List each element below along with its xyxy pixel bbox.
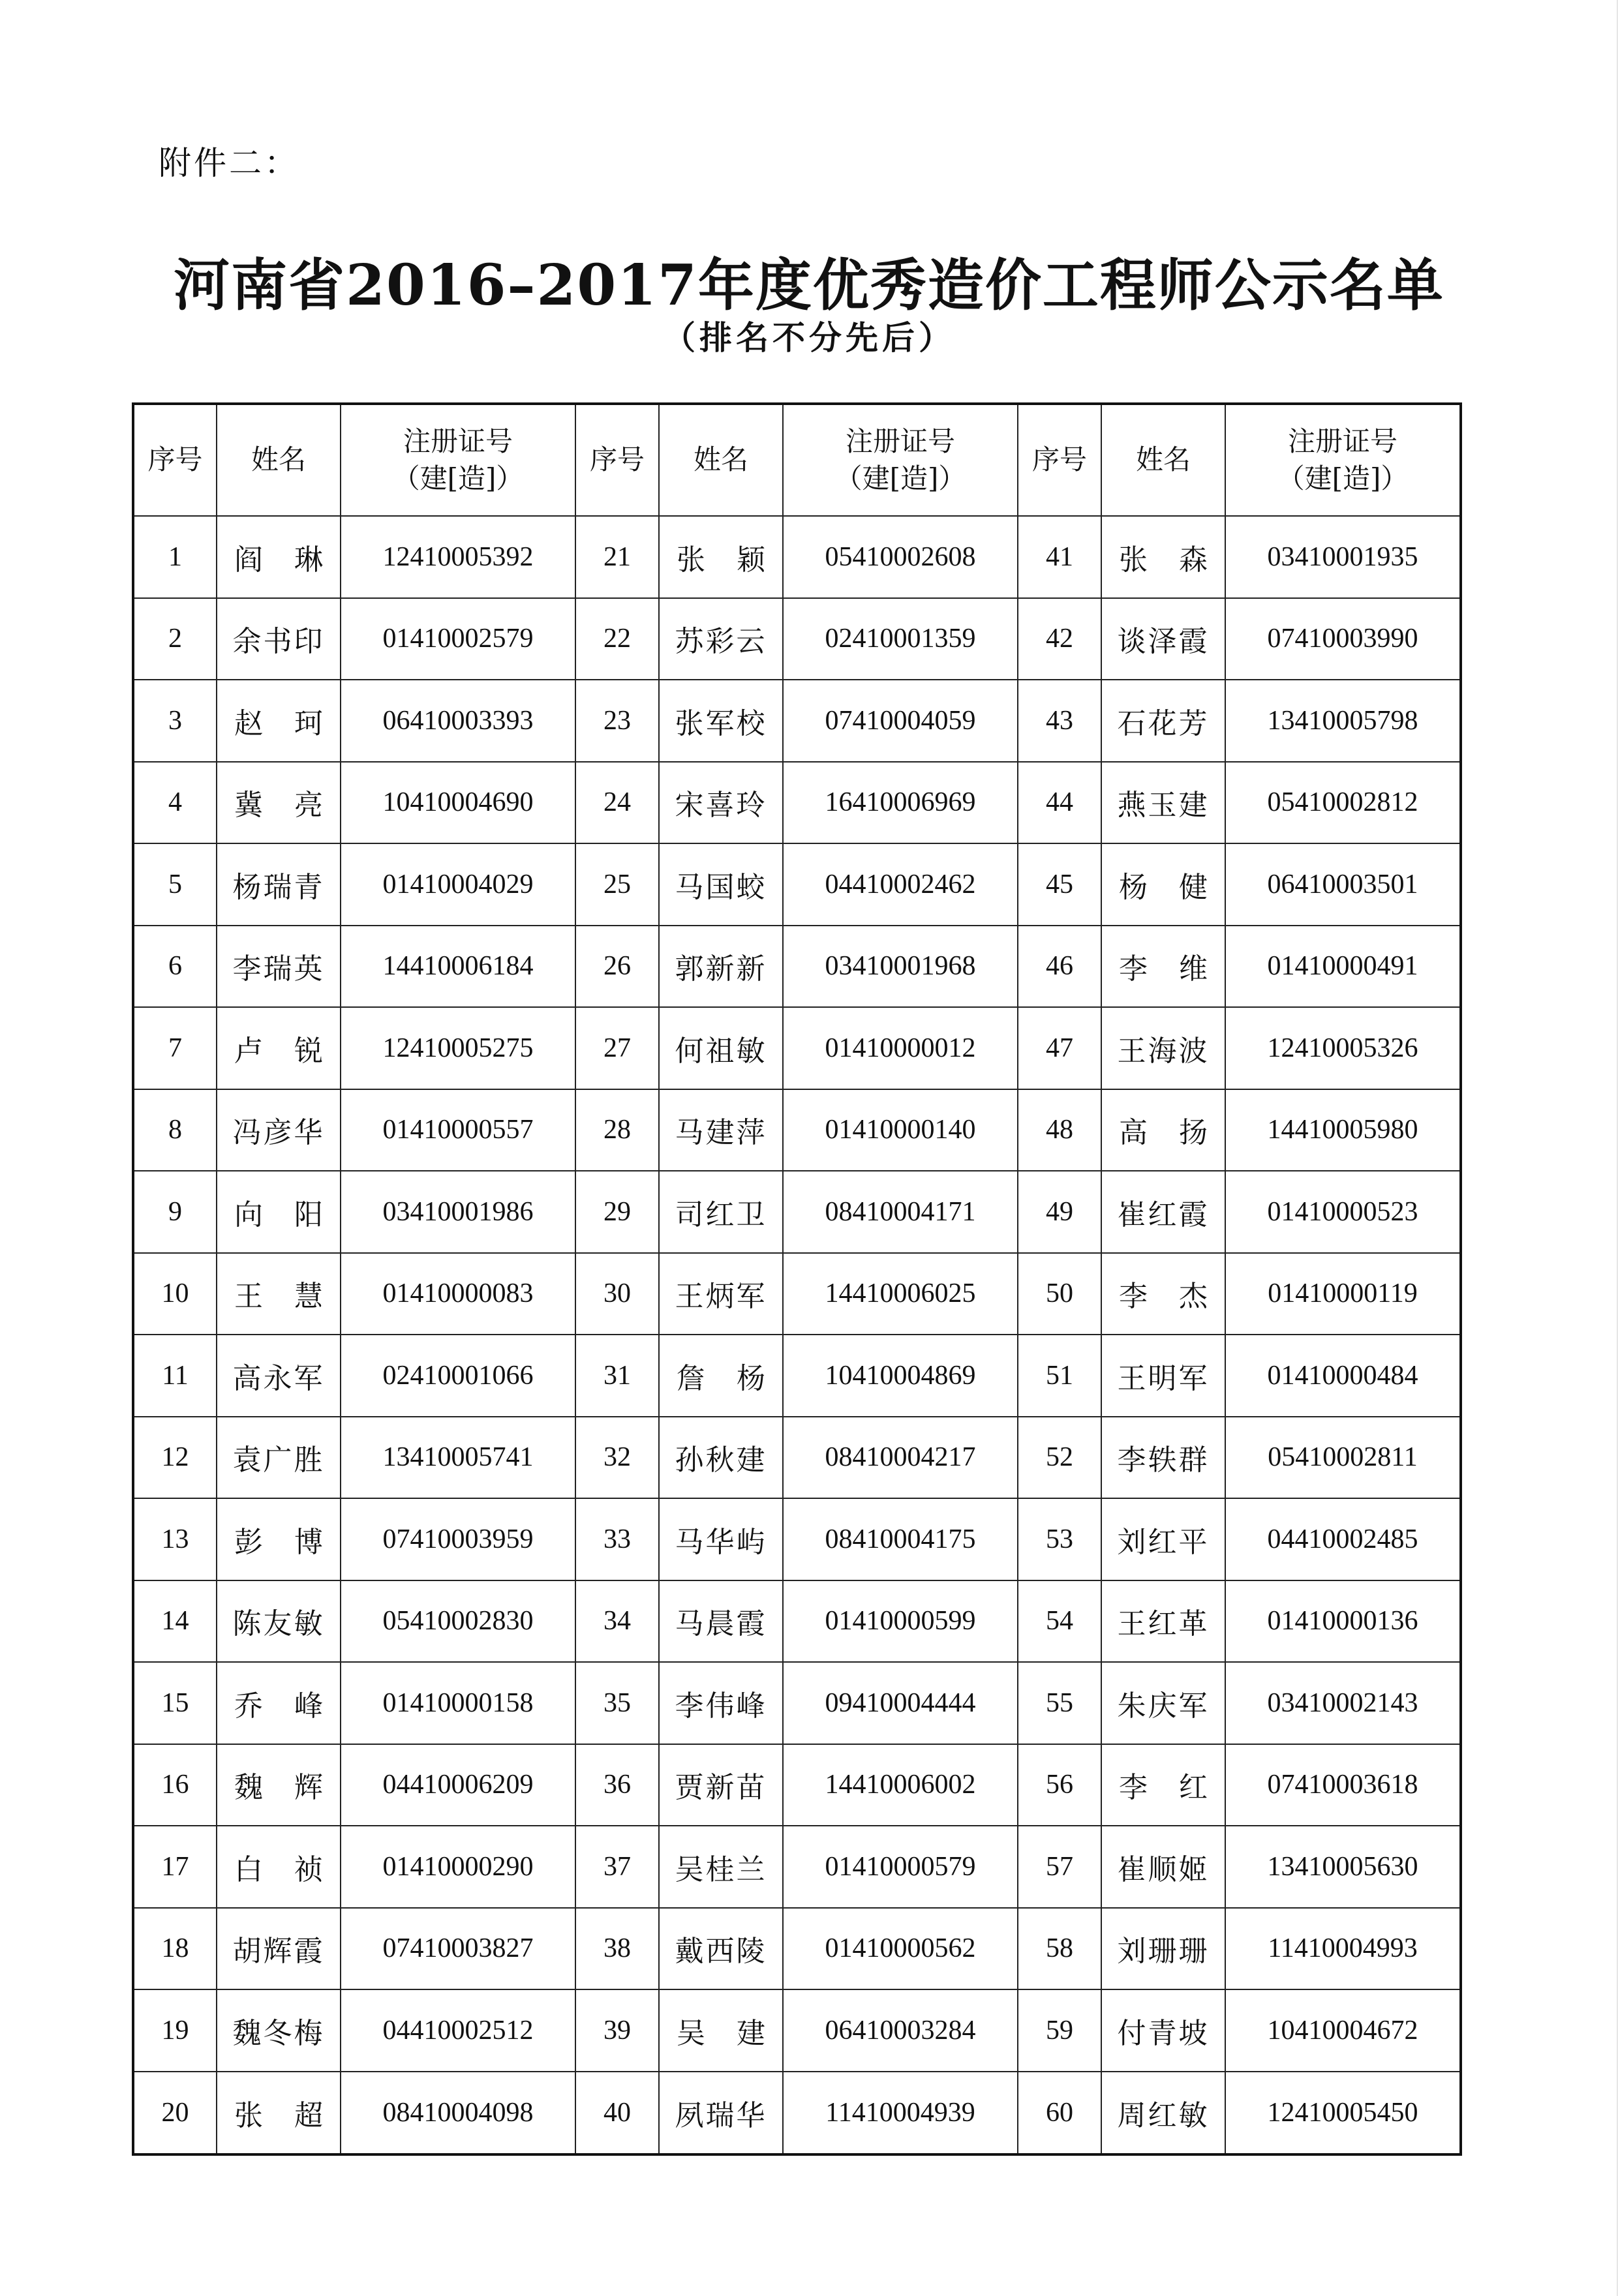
table-row (133, 1417, 1461, 1499)
spaced-name (217, 1764, 340, 1805)
cell-name: 李伟峰 (659, 1662, 783, 1744)
spaced-name (217, 2092, 340, 2134)
cell-index: 45 (1018, 843, 1101, 926)
table-row (133, 1007, 1461, 1089)
name-char: 杨 (737, 1361, 765, 1395)
cell-reg-no: 10410004869 (783, 1335, 1018, 1417)
cell-reg-no: 08410004171 (783, 1171, 1018, 1253)
cell-name: 高永军 (217, 1335, 341, 1417)
cell-reg-no: 01410000140 (783, 1089, 1018, 1171)
cell-reg-no: 04410002462 (783, 843, 1018, 926)
cell-name (659, 1989, 783, 2072)
cell-reg-no: 02410001066 (341, 1335, 575, 1417)
cell-name: 刘红平 (1101, 1498, 1225, 1580)
cell-name: 马华屿 (659, 1498, 783, 1580)
cell-reg-no: 01410000083 (341, 1253, 575, 1335)
table-row (133, 1089, 1461, 1171)
spaced-name (1102, 864, 1225, 905)
name-char: 张 (1119, 543, 1148, 577)
name-char: 颖 (737, 543, 765, 577)
cell-name: 王海波 (1101, 1007, 1225, 1089)
cell-name: 马晨霞 (659, 1580, 783, 1663)
spaced-name (1102, 1109, 1225, 1151)
cell-name: 石花芳 (1101, 680, 1225, 762)
cell-index: 42 (1018, 598, 1101, 680)
cell-index: 6 (133, 926, 217, 1008)
cell-reg-no: 01410000557 (341, 1089, 575, 1171)
spaced-name (1102, 536, 1225, 578)
cell-name: 孙秋建 (659, 1417, 783, 1499)
table-body (133, 516, 1461, 2154)
table-row (133, 1989, 1461, 2072)
cell-index: 1 (133, 516, 217, 598)
cell-name (217, 1826, 341, 1908)
name-char: 建 (737, 2016, 765, 2050)
table-row (133, 1580, 1461, 1663)
cell-index: 43 (1018, 680, 1101, 762)
name-char: 维 (1179, 952, 1208, 986)
header-reg-line2: （建[造]） (834, 462, 966, 494)
cell-reg-no: 13410005741 (341, 1417, 575, 1499)
name-char: 亮 (294, 789, 323, 823)
cell-reg-no: 07410003959 (341, 1498, 575, 1580)
cell-reg-no: 01410000012 (783, 1007, 1018, 1089)
cell-index: 2 (133, 598, 217, 680)
cell-reg-no: 08410004175 (783, 1498, 1018, 1580)
cell-index: 31 (575, 1335, 659, 1417)
name-char: 乔 (234, 1689, 263, 1723)
cell-name: 马国蛟 (659, 843, 783, 926)
cell-name (1101, 1744, 1225, 1826)
cell-index: 5 (133, 843, 217, 926)
name-char: 博 (294, 1525, 323, 1559)
table-row (133, 1908, 1461, 1990)
cell-reg-no: 11410004939 (783, 2072, 1018, 2155)
cell-name: 戴西陵 (659, 1908, 783, 1990)
cell-reg-no: 13410005798 (1225, 680, 1461, 762)
cell-index: 48 (1018, 1089, 1101, 1171)
cell-name (659, 516, 783, 598)
table-row (133, 926, 1461, 1008)
cell-name: 马建萍 (659, 1089, 783, 1171)
cell-name (1101, 1253, 1225, 1335)
header-reg-line2: （建[造]） (1277, 462, 1409, 494)
cell-reg-no: 01410000523 (1225, 1171, 1461, 1253)
name-char: 峰 (294, 1689, 323, 1723)
name-char: 白 (234, 1852, 263, 1886)
cell-name: 王炳军 (659, 1253, 783, 1335)
cell-index: 60 (1018, 2072, 1101, 2155)
name-char: 张 (234, 2098, 263, 2132)
name-char: 李 (1119, 1771, 1148, 1805)
cell-reg-no: 08410004217 (783, 1417, 1018, 1499)
cell-reg-no: 01410000562 (783, 1908, 1018, 1990)
cell-reg-no: 01410000119 (1225, 1253, 1461, 1335)
table-row (133, 1662, 1461, 1744)
cell-index: 21 (575, 516, 659, 598)
spaced-name (217, 781, 340, 823)
cell-reg-no: 04410006209 (341, 1744, 575, 1826)
name-char: 吴 (677, 2016, 705, 2050)
page-title: 河南省2016–2017年度优秀造价工程师公示名单 (174, 252, 1444, 318)
cell-reg-no: 02410001359 (783, 598, 1018, 680)
cell-index: 25 (575, 843, 659, 926)
cell-index: 20 (133, 2072, 217, 2155)
spaced-name (217, 1273, 340, 1314)
header-name: 姓名 (659, 404, 783, 516)
cell-reg-no: 07410004059 (783, 680, 1018, 762)
header-name: 姓名 (217, 404, 341, 516)
cell-reg-no: 07410003827 (341, 1908, 575, 1990)
name-char: 琳 (294, 543, 323, 577)
cell-name: 刘珊珊 (1101, 1908, 1225, 1990)
cell-name: 冯彦华 (217, 1089, 341, 1171)
cell-reg-no: 06410003393 (341, 680, 575, 762)
cell-name: 李轶群 (1101, 1417, 1225, 1499)
cell-name: 余书印 (217, 598, 341, 680)
cell-index: 17 (133, 1826, 217, 1908)
header-reg-no (1225, 404, 1461, 516)
cell-name (217, 1744, 341, 1826)
cell-reg-no: 01410000484 (1225, 1335, 1461, 1417)
cell-index: 46 (1018, 926, 1101, 1008)
cell-name (1101, 516, 1225, 598)
name-char: 扬 (1179, 1116, 1208, 1150)
cell-reg-no: 09410004444 (783, 1662, 1018, 1744)
cell-name: 胡辉霞 (217, 1908, 341, 1990)
cell-index: 37 (575, 1826, 659, 1908)
spaced-name (1102, 945, 1225, 987)
cell-name: 朱庆军 (1101, 1662, 1225, 1744)
name-char: 珂 (294, 706, 323, 740)
cell-index: 50 (1018, 1253, 1101, 1335)
cell-index: 28 (575, 1089, 659, 1171)
cell-index: 44 (1018, 762, 1101, 844)
spaced-name (1102, 1273, 1225, 1314)
cell-name (1101, 1089, 1225, 1171)
cell-name: 吴桂兰 (659, 1826, 783, 1908)
cell-index: 38 (575, 1908, 659, 1990)
header-name: 姓名 (1101, 404, 1225, 516)
cell-reg-no: 10410004690 (341, 762, 575, 844)
spaced-name (217, 1191, 340, 1233)
name-char: 辉 (294, 1771, 323, 1805)
cell-index: 33 (575, 1498, 659, 1580)
header-reg-no (341, 404, 575, 516)
cell-name: 魏冬梅 (217, 1989, 341, 2072)
name-char: 王 (234, 1280, 263, 1314)
header-index: 序号 (133, 404, 217, 516)
table-row (133, 1744, 1461, 1826)
table-row (133, 1826, 1461, 1908)
name-char: 锐 (294, 1034, 323, 1068)
cell-name (1101, 843, 1225, 926)
name-char: 杨 (1119, 870, 1148, 904)
cell-index: 34 (575, 1580, 659, 1663)
name-char: 卢 (234, 1034, 263, 1068)
cell-reg-no: 01410000599 (783, 1580, 1018, 1663)
table-row (133, 1335, 1461, 1417)
cell-name (1101, 926, 1225, 1008)
spaced-name (217, 1682, 340, 1724)
cell-index: 56 (1018, 1744, 1101, 1826)
cell-reg-no: 14410006025 (783, 1253, 1018, 1335)
header-index: 序号 (1018, 404, 1101, 516)
name-char: 彭 (234, 1525, 263, 1559)
table-row (133, 598, 1461, 680)
cell-name: 李瑞英 (217, 926, 341, 1008)
name-char: 高 (1119, 1116, 1148, 1150)
page-subtitle: （排名不分先后） (663, 318, 955, 357)
name-char: 冀 (234, 789, 263, 823)
spaced-name (217, 536, 340, 578)
cell-reg-no: 12410005392 (341, 516, 575, 598)
header-reg-no (783, 404, 1018, 516)
cell-index: 54 (1018, 1580, 1101, 1663)
cell-index: 59 (1018, 1989, 1101, 2072)
cell-index: 3 (133, 680, 217, 762)
cell-reg-no: 11410004993 (1225, 1908, 1461, 1990)
cell-reg-no: 03410002143 (1225, 1662, 1461, 1744)
name-char: 杰 (1179, 1280, 1208, 1314)
cell-name (217, 516, 341, 598)
attachment-label: 附件二： (159, 144, 299, 182)
table-row (133, 843, 1461, 926)
cell-name: 谈泽霞 (1101, 598, 1225, 680)
cell-name (217, 1662, 341, 1744)
cell-name: 王明军 (1101, 1335, 1225, 1417)
cell-index: 40 (575, 2072, 659, 2155)
cell-index: 15 (133, 1662, 217, 1744)
spaced-name (217, 700, 340, 742)
cell-reg-no: 03410001986 (341, 1171, 575, 1253)
cell-name: 苏彩云 (659, 598, 783, 680)
engineer-roster-table (132, 402, 1462, 2156)
cell-name: 何祖敏 (659, 1007, 783, 1089)
table-row (133, 762, 1461, 844)
cell-reg-no: 13410005630 (1225, 1826, 1461, 1908)
cell-reg-no: 03410001968 (783, 926, 1018, 1008)
cell-name: 杨瑞青 (217, 843, 341, 926)
name-char: 阎 (234, 543, 263, 577)
cell-reg-no: 14410006002 (783, 1744, 1018, 1826)
header-reg-line1: 注册证号 (1287, 425, 1397, 457)
name-char: 李 (1119, 952, 1148, 986)
name-char: 张 (677, 543, 705, 577)
cell-index: 14 (133, 1580, 217, 1663)
cell-name (217, 762, 341, 844)
cell-index: 55 (1018, 1662, 1101, 1744)
cell-reg-no: 05410002811 (1225, 1417, 1461, 1499)
cell-reg-no: 16410006969 (783, 762, 1018, 844)
cell-name: 崔红霞 (1101, 1171, 1225, 1253)
table-row (133, 680, 1461, 762)
name-char: 赵 (234, 706, 263, 740)
cell-reg-no: 12410005450 (1225, 2072, 1461, 2155)
cell-index: 16 (133, 1744, 217, 1826)
cell-name (217, 2072, 341, 2155)
table-header-row (133, 404, 1461, 516)
cell-name (217, 1253, 341, 1335)
table-row (133, 1253, 1461, 1335)
cell-name: 燕玉建 (1101, 762, 1225, 844)
cell-index: 24 (575, 762, 659, 844)
name-char: 阳 (294, 1198, 323, 1231)
cell-index: 49 (1018, 1171, 1101, 1253)
name-char: 红 (1179, 1771, 1208, 1805)
spaced-name (217, 1846, 340, 1888)
name-char: 健 (1179, 870, 1208, 904)
cell-index: 18 (133, 1908, 217, 1990)
spaced-name (660, 536, 782, 578)
header-reg-line2: （建[造]） (392, 462, 524, 494)
cell-index: 41 (1018, 516, 1101, 598)
cell-reg-no: 12410005275 (341, 1007, 575, 1089)
cell-name (659, 1335, 783, 1417)
cell-reg-no: 14410005980 (1225, 1089, 1461, 1171)
cell-index: 32 (575, 1417, 659, 1499)
cell-name: 王红革 (1101, 1580, 1225, 1663)
cell-index: 7 (133, 1007, 217, 1089)
name-char: 李 (1119, 1280, 1148, 1314)
spaced-name (217, 1518, 340, 1560)
cell-reg-no: 01410000579 (783, 1826, 1018, 1908)
cell-name: 付青坡 (1101, 1989, 1225, 2072)
cell-name: 司红卫 (659, 1171, 783, 1253)
cell-name: 张军校 (659, 680, 783, 762)
cell-reg-no: 05410002608 (783, 516, 1018, 598)
name-char: 向 (234, 1198, 263, 1231)
cell-index: 39 (575, 1989, 659, 2072)
cell-index: 10 (133, 1253, 217, 1335)
cell-name: 袁广胜 (217, 1417, 341, 1499)
cell-reg-no: 08410004098 (341, 2072, 575, 2155)
cell-reg-no: 01410004029 (341, 843, 575, 926)
table-row (133, 1498, 1461, 1580)
cell-reg-no: 04410002485 (1225, 1498, 1461, 1580)
cell-reg-no: 10410004672 (1225, 1989, 1461, 2072)
cell-reg-no: 01410000158 (341, 1662, 575, 1744)
cell-index: 19 (133, 1989, 217, 2072)
cell-reg-no: 07410003618 (1225, 1744, 1461, 1826)
cell-name (217, 1171, 341, 1253)
spaced-name (660, 1355, 782, 1397)
cell-reg-no: 03410001935 (1225, 516, 1461, 598)
cell-reg-no: 07410003990 (1225, 598, 1461, 680)
header-index: 序号 (575, 404, 659, 516)
cell-reg-no: 06410003501 (1225, 843, 1461, 926)
name-char: 魏 (234, 1771, 263, 1805)
spaced-name (217, 1027, 340, 1069)
cell-name (217, 1498, 341, 1580)
cell-name: 陈友敏 (217, 1580, 341, 1663)
cell-index: 27 (575, 1007, 659, 1089)
table-row (133, 2072, 1461, 2155)
cell-name: 夙瑞华 (659, 2072, 783, 2155)
cell-index: 4 (133, 762, 217, 844)
spaced-name (1102, 1764, 1225, 1805)
name-char: 詹 (677, 1361, 705, 1395)
cell-reg-no: 01410000491 (1225, 926, 1461, 1008)
cell-reg-no: 14410006184 (341, 926, 575, 1008)
cell-reg-no: 06410003284 (783, 1989, 1018, 2072)
cell-reg-no: 01410002579 (341, 598, 575, 680)
table-row (133, 1171, 1461, 1253)
cell-index: 26 (575, 926, 659, 1008)
cell-name: 崔顺姬 (1101, 1826, 1225, 1908)
cell-name: 周红敏 (1101, 2072, 1225, 2155)
cell-index: 8 (133, 1089, 217, 1171)
cell-index: 47 (1018, 1007, 1101, 1089)
cell-index: 9 (133, 1171, 217, 1253)
cell-index: 57 (1018, 1826, 1101, 1908)
cell-index: 36 (575, 1744, 659, 1826)
spaced-name (660, 2010, 782, 2051)
cell-name: 贾新苗 (659, 1744, 783, 1826)
cell-index: 58 (1018, 1908, 1101, 1990)
cell-index: 22 (575, 598, 659, 680)
cell-reg-no: 05410002812 (1225, 762, 1461, 844)
name-char: 森 (1179, 543, 1208, 577)
header-reg-line1: 注册证号 (845, 425, 955, 457)
cell-index: 13 (133, 1498, 217, 1580)
cell-reg-no: 04410002512 (341, 1989, 575, 2072)
table-row (133, 516, 1461, 598)
cell-reg-no: 01410000290 (341, 1826, 575, 1908)
name-char: 祯 (294, 1852, 323, 1886)
cell-index: 51 (1018, 1335, 1101, 1417)
cell-reg-no: 01410000136 (1225, 1580, 1461, 1663)
cell-name: 郭新新 (659, 926, 783, 1008)
cell-index: 29 (575, 1171, 659, 1253)
cell-index: 53 (1018, 1498, 1101, 1580)
header-reg-line1: 注册证号 (403, 425, 513, 457)
cell-index: 23 (575, 680, 659, 762)
cell-name (217, 680, 341, 762)
cell-index: 35 (575, 1662, 659, 1744)
cell-index: 30 (575, 1253, 659, 1335)
cell-index: 52 (1018, 1417, 1101, 1499)
name-char: 超 (294, 2098, 323, 2132)
cell-index: 12 (133, 1417, 217, 1499)
cell-reg-no: 12410005326 (1225, 1007, 1461, 1089)
cell-name (217, 1007, 341, 1089)
name-char: 慧 (294, 1280, 323, 1314)
cell-reg-no: 05410002830 (341, 1580, 575, 1663)
cell-index: 11 (133, 1335, 217, 1417)
cell-name: 宋喜玲 (659, 762, 783, 844)
